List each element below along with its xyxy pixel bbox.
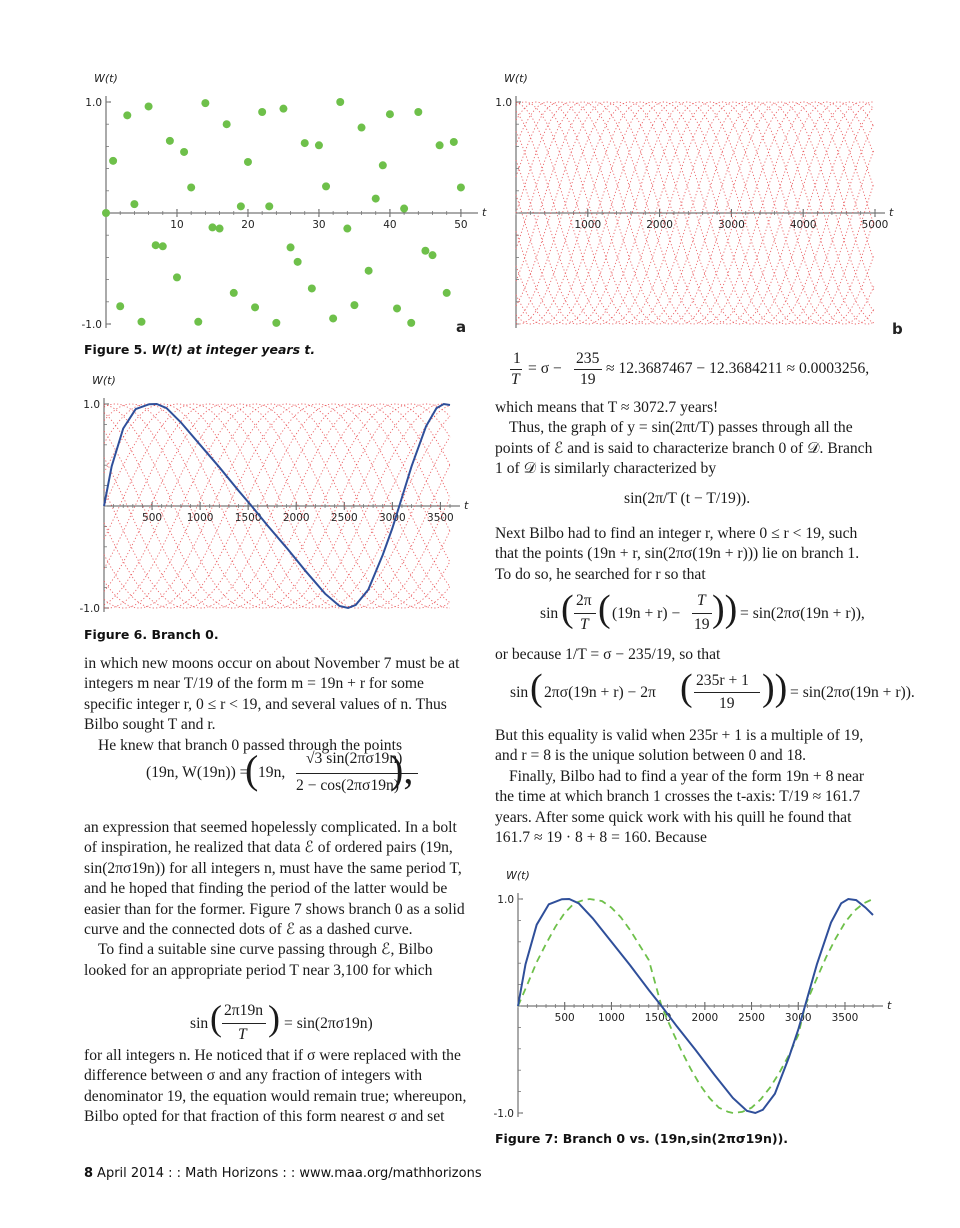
eq1-den: 2 − cos(2πσ19n) [296,777,400,794]
data-point [145,102,153,110]
data-point [336,98,344,106]
data-point [208,223,216,231]
eq6-num: 235r + 1 [696,672,749,689]
eq3-den: T [511,371,520,388]
data-point [201,99,209,107]
data-point [265,202,273,210]
eq6-rhs: = sin(2πσ(19n + r)). [790,684,915,701]
data-point [436,141,444,149]
data-point [244,158,252,166]
x-tick-label: 2000 [646,219,673,231]
data-point [187,183,195,191]
data-point [393,304,401,312]
eq6-pre: sin [510,684,529,701]
x-tick-label: 3000 [718,219,745,231]
x-tick-label: 500 [554,1012,575,1024]
y-tick-label: -1.0 [493,1108,514,1120]
left-paragraph-1: in which new moons occur on about November 7 must be at integers m near T/19 of the form m = 19n + r for some specific integer r, 0 ≤ r < 19, and several values of n. Thus Bilbo sought T and r. He knew that branch 0 passed through the points [84,655,460,754]
data-point [429,251,437,259]
x-tick-label: 1000 [186,512,214,524]
eq6-inner: 2πσ(19n + r) − 2π [544,684,656,701]
figure-5-number: Figure 5. [84,342,148,357]
data-point [407,319,415,327]
eq5-den: T [580,616,589,633]
data-point [180,148,188,156]
left-paragraph-5: for all integers n. He noticed that if σ were replaced with the difference between σ and any fraction of integers with denominator 19, the equation would remain true; whereupon, Bilbo opted for that fraction of this form nearest σ and set [84,1047,467,1126]
data-point [308,284,316,292]
x-axis-label: t [464,499,469,512]
data-point [386,110,394,118]
data-point [123,111,131,119]
eq5-rhs: = sin(2πσ(19n + r)), [740,605,865,622]
x-tick-label: 50 [454,219,468,231]
eq5-tden: 19 [694,616,710,633]
eq3-num: 1 [513,350,521,367]
eq2-den: T [238,1026,247,1043]
x-tick-label: 3000 [784,1012,812,1024]
y-axis-label: W(t) [94,72,118,85]
data-point [421,247,429,255]
x-tick-label: 4000 [789,219,817,231]
y-tick-label: 1.0 [497,894,514,906]
y-tick-label: -1.0 [79,603,100,615]
eq2-num: 2π19n [224,1002,264,1019]
data-point [301,139,309,147]
page-number: 8 [84,1166,94,1181]
x-tick-label: 2000 [282,512,310,524]
x-tick-label: 1500 [234,512,262,524]
figure-5-caption [84,342,315,357]
x-tick-label: 1000 [574,219,602,231]
figure-5a-chart [70,66,490,341]
right-paragraph-6: which means that T ≈ 3072.7 years! Thus, the graph of y = sin(2πt/T) passes through all the points of ℰ and is said to characterize branch 0 of 𝒟. Branch 1 of 𝒟 is similarly characterized by [495,399,873,478]
data-point [322,182,330,190]
right-paragraph-9: or because 1/T = σ − 235/19, so that [495,646,721,663]
figure-7-title: Branch 0 vs. (19n,sin(2πσ19n)). [562,1131,789,1146]
data-point [137,318,145,326]
eq1-pre: 19n, [258,764,286,781]
data-point [379,161,387,169]
x-tick-label: 2500 [738,1012,765,1024]
figure-5b-chart [480,66,910,341]
y-axis-label: W(t) [92,374,116,387]
eq3-mid: = σ − [528,360,562,377]
data-point [343,225,351,233]
data-point [130,200,138,208]
x-tick-label: 1500 [644,1012,672,1024]
data-point [400,205,408,213]
data-point [365,267,373,275]
data-point [272,319,280,327]
x-tick-label: 3000 [378,512,406,524]
data-point [294,258,302,266]
y-axis-label: W(t) [506,869,530,882]
data-point [350,301,358,309]
data-point [102,209,110,217]
figure-7-chart [480,866,900,1126]
data-point [166,137,174,145]
right-paragraph-10: But this equality is valid when 235r + 1 is a multiple of 19, and r = 8 is the unique solution between 0 and 18. Finally, Bilbo had to find a year of the form 19n + 8 near the time at which branch 1 crosses the t-axis: T/19 ≈ 161.7 years. After some quick work with his quill he found that 161.7 ≈ 19 · 8 + 8 = 160. Because [495,727,865,847]
data-point [116,302,124,310]
x-axis-label: t [887,999,892,1012]
equation-4: sin(2π/T (t − T/19)). [624,490,751,507]
figure-7-caption [495,1131,788,1146]
data-point [279,105,287,113]
data-point [258,108,266,116]
eq5-inner: (19n + r) − [612,605,681,622]
data-point [450,138,458,146]
eq1-lhs: (19n, W(19n)) = [146,764,249,781]
data-point [457,183,465,191]
data-point [443,289,451,297]
left-paragraph-3: an expression that seemed hopelessly complicated. In a bolt of inspiration, he realized that data ℰ of ordered pairs (19n, sin(2πσ19n)) for all integers n, must have the same period T, and he hoped that finding the period of the latter would be easier than for the former. Figure 7 shows branch 0 as a solid curve and the connected dots of ℰ as a dashed curve. To find a suitable sine curve passing through ℰ, Bilbo looked for an appropriate period T near 3,100 for which [84,819,465,979]
figure-6-caption: Figure 6. Branch 0. [84,627,219,642]
y-tick-label: -1.0 [81,319,102,331]
data-point [329,314,337,322]
data-point [315,141,323,149]
page-footer [84,1166,482,1181]
x-axis-label: t [889,206,894,219]
data-point [223,120,231,128]
figure-5-title: W(t) at integer years t. [151,342,316,357]
y-tick-label: 1.0 [85,97,102,109]
x-tick-label: 5000 [861,219,889,231]
data-point [230,289,238,297]
eq3-rhs: ≈ 12.3687467 − 12.3684211 ≈ 0.0003256, [606,360,870,377]
data-point [194,318,202,326]
data-point [237,202,245,210]
y-tick-label: 1.0 [83,399,100,411]
eq5-num: 2π [576,592,592,609]
data-point [152,241,160,249]
x-tick-label: 10 [170,219,184,231]
eq3-fden: 19 [580,371,596,388]
footer-text: April 2014 : : Math Horizons : : www.maa.org/mathhorizons [97,1166,482,1181]
data-point [251,303,259,311]
data-point [358,124,366,132]
data-point [372,195,380,203]
eq6-den: 19 [719,695,735,712]
eq5-pre: sin [540,605,559,622]
eq5-tnum: T [697,592,706,609]
eq3-fnum: 235 [576,350,600,367]
eq1-num: √3 sin(2πσ19n) [306,750,403,767]
data-point [287,243,295,251]
x-tick-label: 30 [312,219,326,231]
eq2-pre: sin [190,1015,209,1032]
x-axis-label: t [482,206,487,219]
figure-7-number: Figure 7: [495,1131,559,1146]
figure-6-chart [70,370,470,620]
x-tick-label: 500 [142,512,163,524]
x-tick-label: 20 [241,219,255,231]
x-tick-label: 3500 [831,1012,859,1024]
data-point [173,273,181,281]
y-axis-label: W(t) [504,72,528,85]
right-paragraph-8: Next Bilbo had to find an integer r, where 0 ≤ r < 19, such that the points (19n + r, sin(2πσ(19n + r))) lie on branch 1. To do so, he searched for r so that [495,525,860,583]
eq2-rhs: = sin(2πσ19n) [284,1015,373,1032]
data-point [216,225,224,233]
panel-label-b: b [892,320,903,338]
x-tick-label: 2000 [691,1012,719,1024]
data-point [414,108,422,116]
x-tick-label: 40 [383,219,397,231]
x-tick-label: 2500 [330,512,358,524]
panel-label-a: a [456,318,467,336]
data-point [159,242,167,250]
data-point [109,157,117,165]
x-tick-label: 1000 [598,1012,625,1024]
x-tick-label: 3500 [427,512,454,524]
y-tick-label: 1.0 [495,97,512,109]
